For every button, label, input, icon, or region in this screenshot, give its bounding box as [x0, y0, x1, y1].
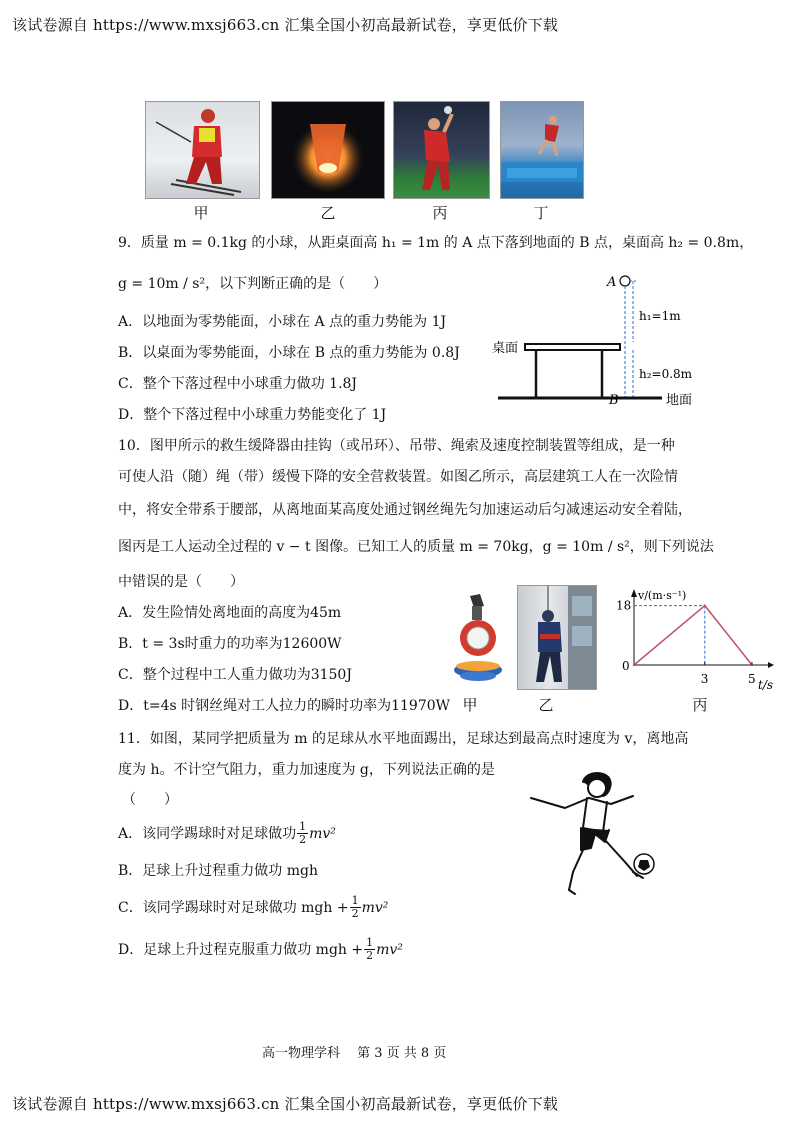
photo-skier — [145, 101, 260, 199]
photo-sky-lantern — [271, 101, 385, 199]
h1-label: h₁=1m — [639, 309, 681, 323]
x-tick-label: 3 — [700, 672, 709, 686]
y-axis-arrow — [631, 589, 637, 597]
q11-option-a — [118, 821, 336, 846]
q11-option-c-term: mv² — [361, 899, 389, 916]
half-fraction: $\frac{1}{2}$ — [366, 936, 374, 962]
q10-stem-line-2: 可使人沿（随）绳（带）缓慢下降的安全营救装置。如图乙所示，高层建筑工人在一次险情 — [118, 469, 678, 485]
q10-caption-1: 甲 — [462, 696, 478, 714]
q10-option-a: A．发生险情处离地面的高度为45m — [118, 605, 342, 621]
photo-descender-device — [450, 592, 510, 692]
photo-trampoline — [500, 101, 584, 199]
q10-option-d: D．t=4s 时钢丝绳对工人拉力的瞬时功率为11970W — [118, 698, 451, 714]
q10-stem-line-4: 图丙是工人运动全过程的 v − t 图像。已知工人的质量 m = 70kg，g = 10m / s²，则下列说法 — [118, 539, 714, 555]
photo-caption-3: 丙 — [432, 204, 448, 222]
bottom-banner: 该试卷源自 https://www.mxsj663.cn 汇集全国小初高最新试卷，享更低价下载 — [12, 1095, 559, 1113]
photo-caption-1: 甲 — [193, 204, 209, 222]
velocity-point — [633, 664, 635, 666]
q11-stem-line-1: 11．如图，某同学把质量为 m 的足球从水平地面踢出，足球达到最高点时速度为 v，离地高 — [118, 731, 689, 747]
q10-stem-line-1: 10．图甲所示的救生缓降器由挂钩（或吊环）、吊带、绳索及速度控制装置等组成，是一种 — [118, 438, 675, 454]
photo-shot-put — [393, 101, 490, 199]
q9-stem-line-2: g = 10m / s²，以下判断正确的是（ ） — [118, 276, 388, 292]
x-axis-arrow — [768, 662, 774, 668]
q9-option-a: A．以地面为零势能面，小球在 A 点的重力势能为 1J — [118, 314, 447, 330]
q10-stem-line-3: 中，将安全带系于腰部，从离地面某高度处通过钢丝绳先匀加速运动后匀减速运动安全着陆， — [118, 502, 692, 518]
velocity-point — [704, 604, 706, 606]
q9-stem-line-1: 9．质量 m = 0.1kg 的小球，从距桌面高 h₁ = 1m 的 A 点下落到地面的 B 点，桌面高 h₂ = 0.8m， — [118, 235, 754, 251]
q9-option-b: B．以桌面为零势能面，小球在 B 点的重力势能为 0.8J — [118, 345, 460, 361]
q10-stem-line-5: 中错误的是（ ） — [118, 574, 244, 590]
q10-caption-2: 乙 — [538, 696, 554, 714]
photo-caption-2: 乙 — [320, 204, 336, 222]
origin-tick-label: 0 — [622, 659, 630, 673]
q11-option-a-text: A．该同学踢球时对足球做功 — [118, 825, 297, 842]
table-label: 桌面 — [492, 341, 519, 356]
point-b-label: B — [609, 393, 619, 408]
photo-caption-4: 丁 — [533, 204, 549, 222]
top-banner: 该试卷源自 https://www.mxsj663.cn 汇集全国小初高最新试卷，享更低价下载 — [12, 16, 559, 34]
q11-answer-paren: （ ） — [122, 792, 178, 808]
q11-stem-line-2: 度为 h。不计空气阻力，重力加速度为 g，下列说法正确的是 — [118, 762, 495, 778]
half-fraction: $\frac{1}{2}$ — [351, 894, 359, 920]
y-tick-label: 18 — [616, 598, 632, 613]
point-a-label: A — [607, 275, 617, 290]
q9-option-d: D．整个下落过程中小球重力势能变化了 1J — [118, 407, 387, 423]
q11-option-d — [118, 937, 403, 962]
x-tick-label: 5 — [748, 672, 756, 686]
y-axis-label: v/(m·s⁻¹) — [638, 589, 687, 602]
page-footer: 高一物理学科 第 3 页 共 8 页 — [262, 1046, 447, 1061]
q11-option-d-term: mv² — [376, 941, 403, 958]
q11-option-b: B．足球上升过程重力做功 mgh — [118, 863, 318, 879]
q11-option-d-text: D．足球上升过程克服重力做功 mgh + — [118, 941, 364, 958]
velocity-series-line — [634, 606, 752, 665]
vt-chart — [612, 585, 782, 695]
photo-worker-descending — [517, 585, 597, 690]
point-a-marker — [620, 276, 630, 286]
h2-label: h₂=0.8m — [639, 367, 693, 381]
q11-option-c — [118, 895, 388, 920]
x-axis-label: t/s — [758, 678, 774, 692]
q10-option-b: B．t = 3s时重力的功率为12600W — [118, 636, 342, 652]
q10-caption-3: 丙 — [692, 696, 708, 714]
half-fraction: $\frac{1}{2}$ — [299, 820, 307, 846]
q11-option-c-text: C．该同学踢球时对足球做功 mgh + — [118, 899, 349, 916]
soccer-player-illustration — [525, 768, 660, 900]
ground-label: 地面 — [666, 393, 693, 408]
q9-option-c: C．整个下落过程中小球重力做功 1.8J — [118, 376, 358, 392]
q11-option-a-term: mv² — [309, 825, 336, 842]
q10-option-c: C．整个过程中工人重力做功为3150J — [118, 667, 352, 683]
q9-table-figure — [490, 268, 700, 413]
table-top — [525, 344, 620, 350]
